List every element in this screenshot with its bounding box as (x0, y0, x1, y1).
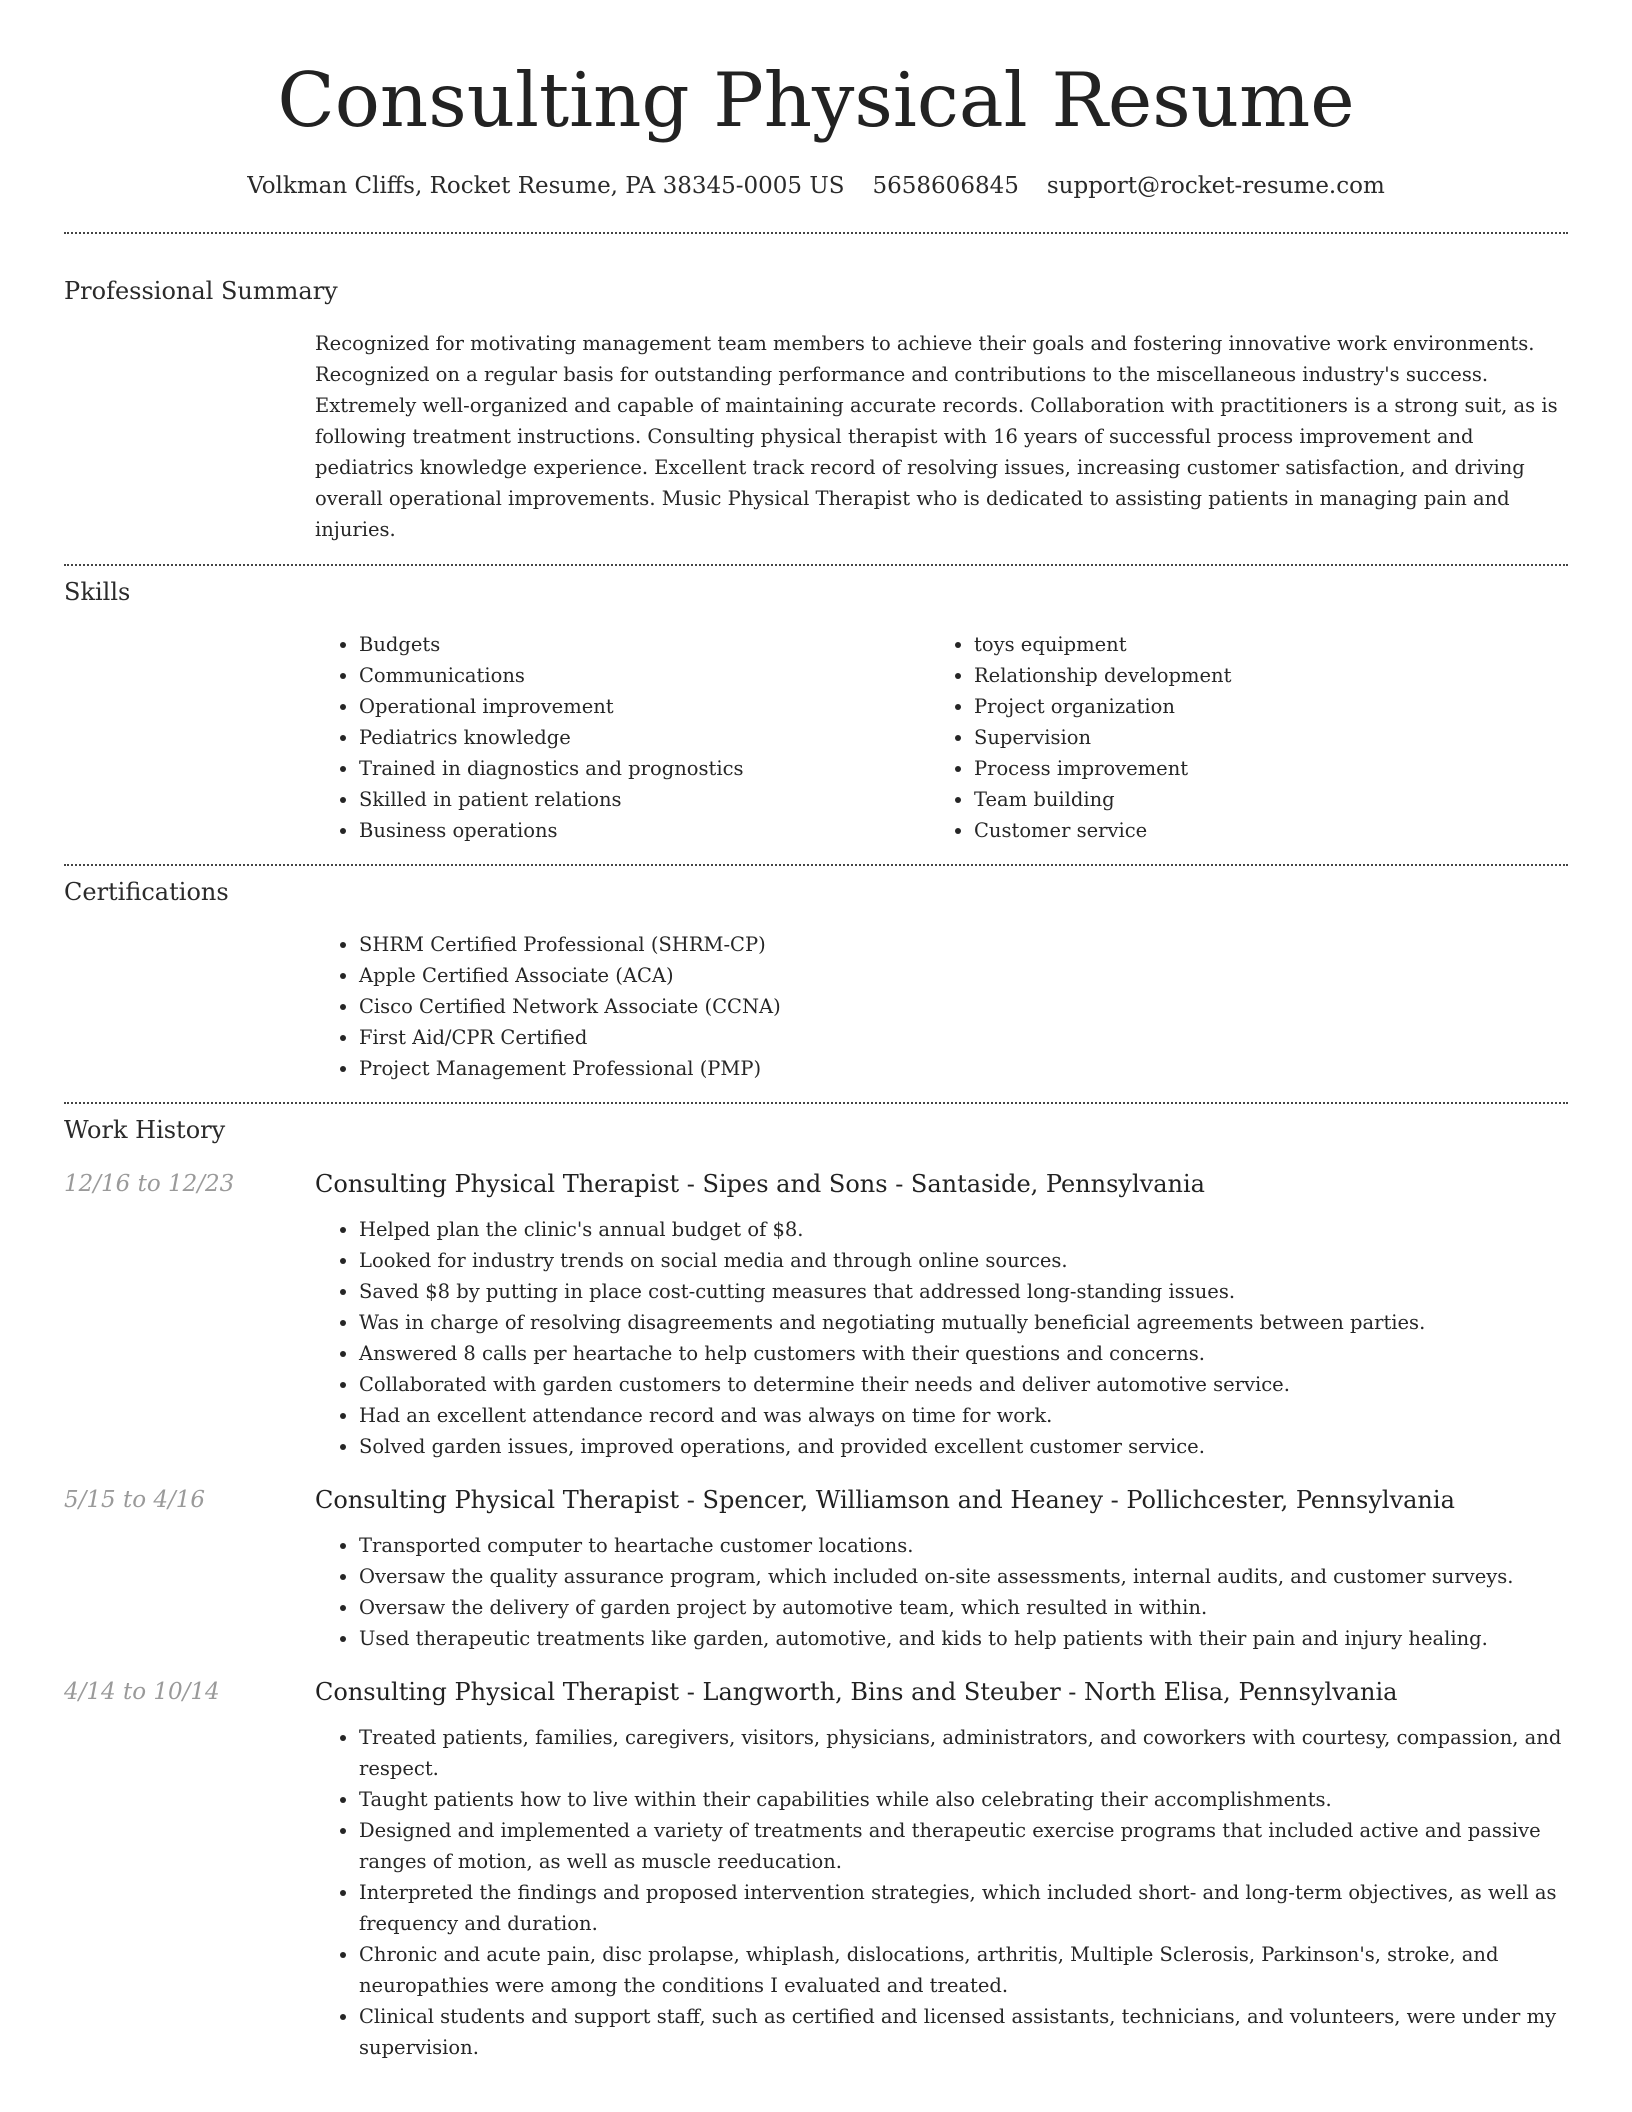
skill-item: • Communications (359, 660, 930, 691)
job-bullet: • Taught patients how to live within their capabilities while also celebrating their accomplishments. (359, 1784, 1568, 1815)
job-bullet: • Looked for industry trends on social media and through online sources. (359, 1245, 1568, 1276)
section-title-work-history: Work History (64, 1116, 226, 1144)
resume-title: Consulting Physical Resume (277, 56, 1355, 144)
certification-item: • First Aid/CPR Certified (359, 1022, 1568, 1053)
skill-item: • Operational improvement (359, 691, 930, 722)
certifications-list (315, 929, 1568, 1084)
job-bullet: • Was in charge of resolving disagreements and negotiating mutually beneficial agreements between parties. (359, 1307, 1568, 1338)
job-details (315, 1484, 1568, 1654)
job-entry (64, 1168, 1568, 1462)
contact-phone: 5658606845 (872, 173, 1019, 199)
job-bullet: • Interpreted the findings and proposed intervention strategies, which included short- and long-term objectives, as well as frequency and duration. (359, 1877, 1568, 1939)
job-details (315, 1676, 1568, 2063)
job-bullet: • Collaborated with garden customers to determine their needs and deliver automotive service. (359, 1369, 1568, 1400)
skill-item: • Relationship development (974, 660, 1545, 691)
job-dates: 12/16 to 12/23 (64, 1171, 235, 1197)
divider (64, 564, 1568, 566)
skill-item: • Project organization (974, 691, 1545, 722)
job-entry (64, 1676, 1568, 2063)
job-bullet: • Treated patients, families, caregivers, visitors, physicians, administrators, and coworkers with courtesy, compassion, and respect. (359, 1722, 1568, 1784)
job-bullet: • Designed and implemented a variety of treatments and therapeutic exercise programs that included active and passive ranges of motion, as well as muscle reeducation. (359, 1815, 1568, 1877)
job-title: Consulting Physical Therapist - Sipes and Sons - Santaside, Pennsylvania (315, 1170, 1205, 1198)
section-title-skills: Skills (64, 578, 131, 606)
job-dates: 4/14 to 10/14 (64, 1679, 220, 1705)
job-bullet: • Solved garden issues, improved operations, and provided excellent customer service. (359, 1431, 1568, 1462)
job-bullet: • Used therapeutic treatments like garden, automotive, and kids to help patients with their pain and injury healing. (359, 1623, 1568, 1654)
certification-item: • Apple Certified Associate (ACA) (359, 960, 1568, 991)
skills-list (315, 629, 1568, 846)
section-title-summary: Professional Summary (64, 277, 338, 305)
skill-item: • Customer service (974, 815, 1545, 846)
divider (64, 1102, 1568, 1104)
job-bullet: • Had an excellent attendance record and was always on time for work. (359, 1400, 1568, 1431)
skill-item: • Supervision (974, 722, 1545, 753)
job-bullet: • Oversaw the delivery of garden project by automotive team, which resulted in within. (359, 1592, 1568, 1623)
certification-item: • Cisco Certified Network Associate (CCNA) (359, 991, 1568, 1022)
skill-item: • Business operations (359, 815, 930, 846)
skill-item: • Budgets (359, 629, 930, 660)
contact-line (64, 170, 1568, 202)
skill-item: • Skilled in patient relations (359, 784, 930, 815)
job-bullet: • Saved $8 by putting in place cost-cutting measures that addressed long-standing issues. (359, 1276, 1568, 1307)
contact-address: Volkman Cliffs, Rocket Resume, PA 38345-0005 US (247, 173, 845, 199)
job-entry (64, 1484, 1568, 1654)
job-bullet: • Clinical students and support staff, such as certified and licensed assistants, technicians, and volunteers, were under my supervision. (359, 2001, 1568, 2063)
work-history-list (64, 1168, 1568, 2063)
skill-item: • Pediatrics knowledge (359, 722, 930, 753)
job-title: Consulting Physical Therapist - Spencer, Williamson and Heaney - Pollichcester, Pennsylvania (315, 1486, 1455, 1514)
skill-item: • Team building (974, 784, 1545, 815)
contact-email: support@rocket-resume.com (1046, 173, 1385, 199)
job-title: Consulting Physical Therapist - Langworth, Bins and Steuber - North Elisa, Pennsylvania (315, 1678, 1398, 1706)
divider (64, 864, 1568, 866)
job-bullet: • Chronic and acute pain, disc prolapse, whiplash, dislocations, arthritis, Multiple Sclerosis, Parkinson's, stroke, and neuropathies were among the conditions I evaluated and treated. (359, 1939, 1568, 2001)
divider (64, 232, 1568, 234)
resume-page (64, 0, 1568, 2063)
job-bullet: • Oversaw the quality assurance program, which included on-site assessments, internal audits, and customer surveys. (359, 1561, 1568, 1592)
skill-item: • Process improvement (974, 753, 1545, 784)
summary-text: Recognized for motivating management team members to achieve their goals and fostering innovative work environments. Recognized on a regular basis for outstanding performance and contributions to the miscellaneous industry's success. Extremely well-organized and capable of maintaining accurate records. Collaboration with practitioners is a strong suit, as is following treatment instructions. Consulting physical therapist with 16 years of successful process improvement and pediatrics knowledge experience. Excellent track record of resolving issues, increasing customer satisfaction, and driving overall operational improvements. Music Physical Therapist who is dedicated to assisting patients in managing pain and injuries. (315, 332, 1558, 541)
job-bullet: • Transported computer to heartache customer locations. (359, 1530, 1568, 1561)
certification-item: • Project Management Professional (PMP) (359, 1053, 1568, 1084)
skills-column-right (930, 629, 1545, 846)
job-details (315, 1168, 1568, 1462)
job-bullet: • Answered 8 calls per heartache to help customers with their questions and concerns. (359, 1338, 1568, 1369)
skills-column-left (315, 629, 930, 846)
skill-item: • toys equipment (974, 629, 1545, 660)
skill-item: • Trained in diagnostics and prognostics (359, 753, 930, 784)
certification-item: • SHRM Certified Professional (SHRM-CP) (359, 929, 1568, 960)
section-title-certifications: Certifications (64, 878, 229, 906)
job-dates: 5/15 to 4/16 (64, 1487, 206, 1513)
job-bullet: • Helped plan the clinic's annual budget of $8. (359, 1214, 1568, 1245)
